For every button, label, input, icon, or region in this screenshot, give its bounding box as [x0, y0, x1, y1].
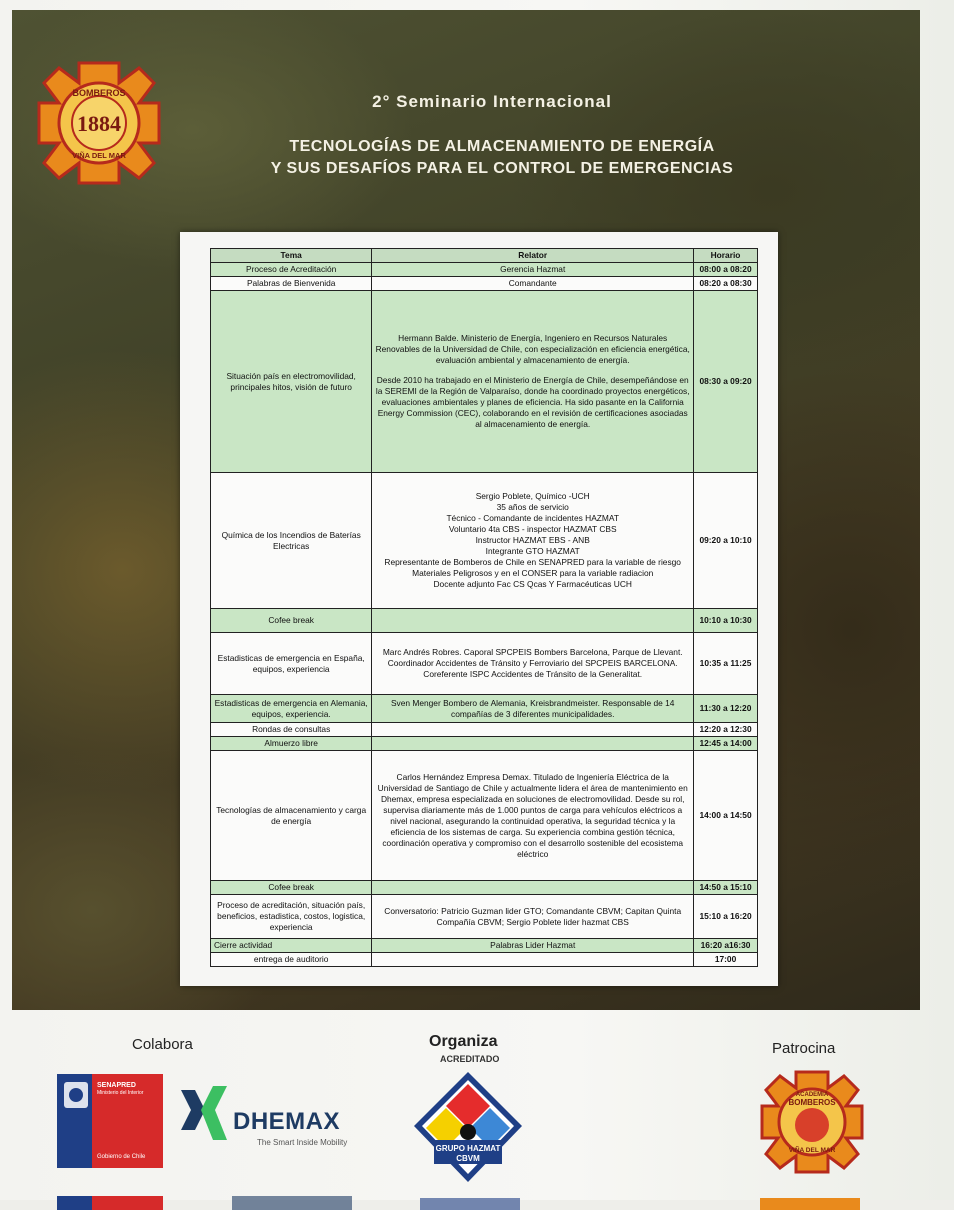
- dhemax-tagline: The Smart Inside Mobility: [257, 1138, 348, 1147]
- row-horario: 16:20 a16:30: [694, 939, 758, 953]
- row-tema: Rondas de consultas: [211, 723, 372, 737]
- col-horario: Horario: [694, 249, 758, 263]
- academia-top: ACADEMIA: [795, 1092, 829, 1098]
- table-row: [211, 939, 758, 953]
- row-horario: 12:20 a 12:30: [694, 723, 758, 737]
- seminar-title: 2° Seminario Internacional: [372, 92, 612, 111]
- dhemax-name: DHEMAX: [233, 1108, 341, 1135]
- academia-mid: BOMBEROS: [788, 1098, 836, 1107]
- organiza-label: Organiza: [429, 1033, 498, 1050]
- senapred-logo: [57, 1074, 163, 1168]
- relator-line: Representante de Bomberos de Chile en SENAPRED para la variable de riesgo Materiales Peligrosos y en el CONSER para la variable radiacion: [384, 557, 681, 578]
- row-horario: 10:35 a 11:25: [694, 633, 758, 695]
- row-horario: 09:20 a 10:10: [694, 473, 758, 609]
- acreditado-label: ACREDITADO: [440, 1054, 500, 1064]
- poster: [12, 10, 920, 1010]
- table-row: [211, 737, 758, 751]
- sponsors-section: [0, 1010, 954, 1200]
- dhemax-strip: [232, 1196, 352, 1210]
- relator-line: Sergio Poblete, Químico -UCH: [475, 491, 590, 501]
- relator-line: 35 años de servicio: [496, 502, 569, 512]
- row-tema: Cofee break: [211, 881, 372, 895]
- row-tema: Cofee break: [211, 609, 372, 633]
- row-relator: Carlos Hernández Empresa Demax. Titulado de Ingeniería Eléctrica de la Universidad de Santiago de Chile y actualmente lidera el área de mantenimiento en Dhemax, empresa especializada en soluciones de electromovilidad. Desde su rol, supervisa diariamente más de 1.000 puntos de carga para vehículos eléctricos a nivel nacional, asegurando la continuidad operativa, la seguridad técnica y la eficiencia de los sistemas de carga. Su experiencia combina gestión técnica, coordinación operativa y compromiso con el desarrollo sostenible del ecosistema eléctrico: [372, 751, 694, 881]
- patrocina-label: Patrocina: [772, 1040, 836, 1057]
- table-row: [211, 633, 758, 695]
- row-tema: Situación país en electromovilidad, principales hitos, visión de futuro: [211, 291, 372, 473]
- dhemax-logo: [175, 1080, 365, 1150]
- row-horario: 10:10 a 10:30: [694, 609, 758, 633]
- table-row: [211, 953, 758, 967]
- row-relator: Marc Andrés Robres. Caporal SPCPEIS Bombers Barcelona, Parque de Llevant. Coordinador Accidentes de Tránsito y Ferroviario del SPCPEIS BARCELONA. Coreferente ISPC Accidentes de Tránsito de la Generalitat.: [372, 633, 694, 695]
- row-tema: Proceso de acreditación, situación país, beneficios, estadistica, costos, logistica, experiencia: [211, 895, 372, 939]
- row-tema: Palabras de Bienvenida: [211, 277, 372, 291]
- row-tema: Tecnologías de almacenamiento y carga de energía: [211, 751, 372, 881]
- hazmat-line-1: GRUPO HAZMAT: [435, 1144, 501, 1153]
- relator-paragraph: Desde 2010 ha trabajado en el Ministerio de Energía de Chile, desempeñándose en la SEREMI de la Región de Valparaíso, donde ha coordinado proyectos energéticos, evaluaciones ambientales y planes de eficiencia. Ha sido pasante en la California Energy Commission (CEC), colaborando en el revisión de certificaciones asociadas al almacenamiento de energía.: [375, 375, 690, 429]
- schedule-sheet: [180, 232, 778, 986]
- row-horario: 14:00 a 14:50: [694, 751, 758, 881]
- row-horario: 17:00: [694, 953, 758, 967]
- relator-line: Docente adjunto Fac CS Qcas Y Farmacéuticas UCH: [433, 579, 632, 589]
- colabora-label: Colabora: [132, 1036, 193, 1053]
- senapred-strip: [57, 1196, 163, 1210]
- row-relator: [372, 881, 694, 895]
- table-row: [211, 473, 758, 609]
- row-relator: [372, 291, 694, 473]
- seminar-subtitle: [232, 136, 772, 180]
- next-page-strip: [0, 1194, 954, 1210]
- row-tema: Almuerzo libre: [211, 737, 372, 751]
- grupo-hazmat-logo: [412, 1070, 524, 1184]
- row-relator: Conversatorio: Patricio Guzman lider GTO; Comandante CBVM; Capitan Quinta Compañía CBVM; Sergio Poblete lider hazmat CBS: [372, 895, 694, 939]
- row-horario: 08:20 a 08:30: [694, 277, 758, 291]
- senapred-name: SENAPRED: [97, 1082, 136, 1089]
- table-row: [211, 723, 758, 737]
- table-row: [211, 895, 758, 939]
- row-tema: Química de los Incendios de Baterías Electricas: [211, 473, 372, 609]
- table-row: [211, 695, 758, 723]
- relator-line: Instructor HAZMAT EBS - ANB: [475, 535, 590, 545]
- logo-text-bottom: VIÑA DEL MAR: [72, 151, 126, 160]
- table-row: [211, 609, 758, 633]
- logo-year: 1884: [77, 111, 121, 136]
- relator-paragraph: Hermann Balde. Ministerio de Energía, Ingeniero en Recursos Naturales Renovables de la Universidad de Chile, con especialización en eficiencia energética, evaluación ambiental y almacenamiento de energía.: [375, 333, 690, 365]
- senapred-gobierno: Gobierno de Chile: [97, 1154, 146, 1160]
- table-row: [211, 751, 758, 881]
- row-horario: 12:45 a 14:00: [694, 737, 758, 751]
- row-relator: Sven Menger Bombero de Alemania, Kreisbrandmeister. Responsable de 14 compañías de 3 diferentes municipalidades.: [372, 695, 694, 723]
- row-relator: [372, 609, 694, 633]
- row-horario: 14:50 a 15:10: [694, 881, 758, 895]
- row-tema: Estadisticas de emergencia en España, equipos, experiencia: [211, 633, 372, 695]
- relator-line: Técnico - Comandante de incidentes HAZMAT: [446, 513, 619, 523]
- table-row: [211, 277, 758, 291]
- row-tema: Cierre actividad: [211, 939, 372, 953]
- row-horario: 11:30 a 12:20: [694, 695, 758, 723]
- row-horario: 15:10 a 16:20: [694, 895, 758, 939]
- academia-bomberos-logo: [758, 1068, 866, 1176]
- table-row: [211, 881, 758, 895]
- row-relator: [372, 473, 694, 609]
- row-horario: 08:00 a 08:20: [694, 263, 758, 277]
- dhemax-x-icon: [175, 1082, 231, 1146]
- subtitle-line-1: TECNOLOGÍAS DE ALMACENAMIENTO DE ENERGÍA: [289, 138, 715, 155]
- subtitle-line-2: Y SUS DESAFÍOS PARA EL CONTROL DE EMERGENCIAS: [270, 160, 734, 177]
- bomberos-vina-logo: [34, 58, 164, 188]
- logo-text-top: BOMBEROS: [72, 88, 126, 98]
- row-relator: Palabras Lider Hazmat: [372, 939, 694, 953]
- table-row: [211, 291, 758, 473]
- row-relator: [372, 737, 694, 751]
- schedule-table: [210, 248, 758, 967]
- table-header-row: [211, 249, 758, 263]
- row-tema: entrega de auditorio: [211, 953, 372, 967]
- hazmat-line-2: CBVM: [456, 1154, 480, 1163]
- table-row: [211, 263, 758, 277]
- row-relator: [372, 723, 694, 737]
- shield-icon: [59, 1078, 93, 1112]
- row-tema: Estadisticas de emergencia en Alemania, equipos, experiencia.: [211, 695, 372, 723]
- row-horario: 08:30 a 09:20: [694, 291, 758, 473]
- relator-line: Voluntario 4ta CBS - inspector HAZMAT CBS: [448, 524, 617, 534]
- col-relator: Relator: [372, 249, 694, 263]
- row-relator: [372, 953, 694, 967]
- senapred-subtitle: Ministerio del Interior: [97, 1090, 144, 1096]
- row-relator: Gerencia Hazmat: [372, 263, 694, 277]
- col-tema: Tema: [211, 249, 372, 263]
- row-relator: Comandante: [372, 277, 694, 291]
- relator-line: Integrante GTO HAZMAT: [485, 546, 580, 556]
- row-tema: Proceso de Acreditación: [211, 263, 372, 277]
- academia-bottom: VIÑA DEL MAR: [788, 1147, 836, 1154]
